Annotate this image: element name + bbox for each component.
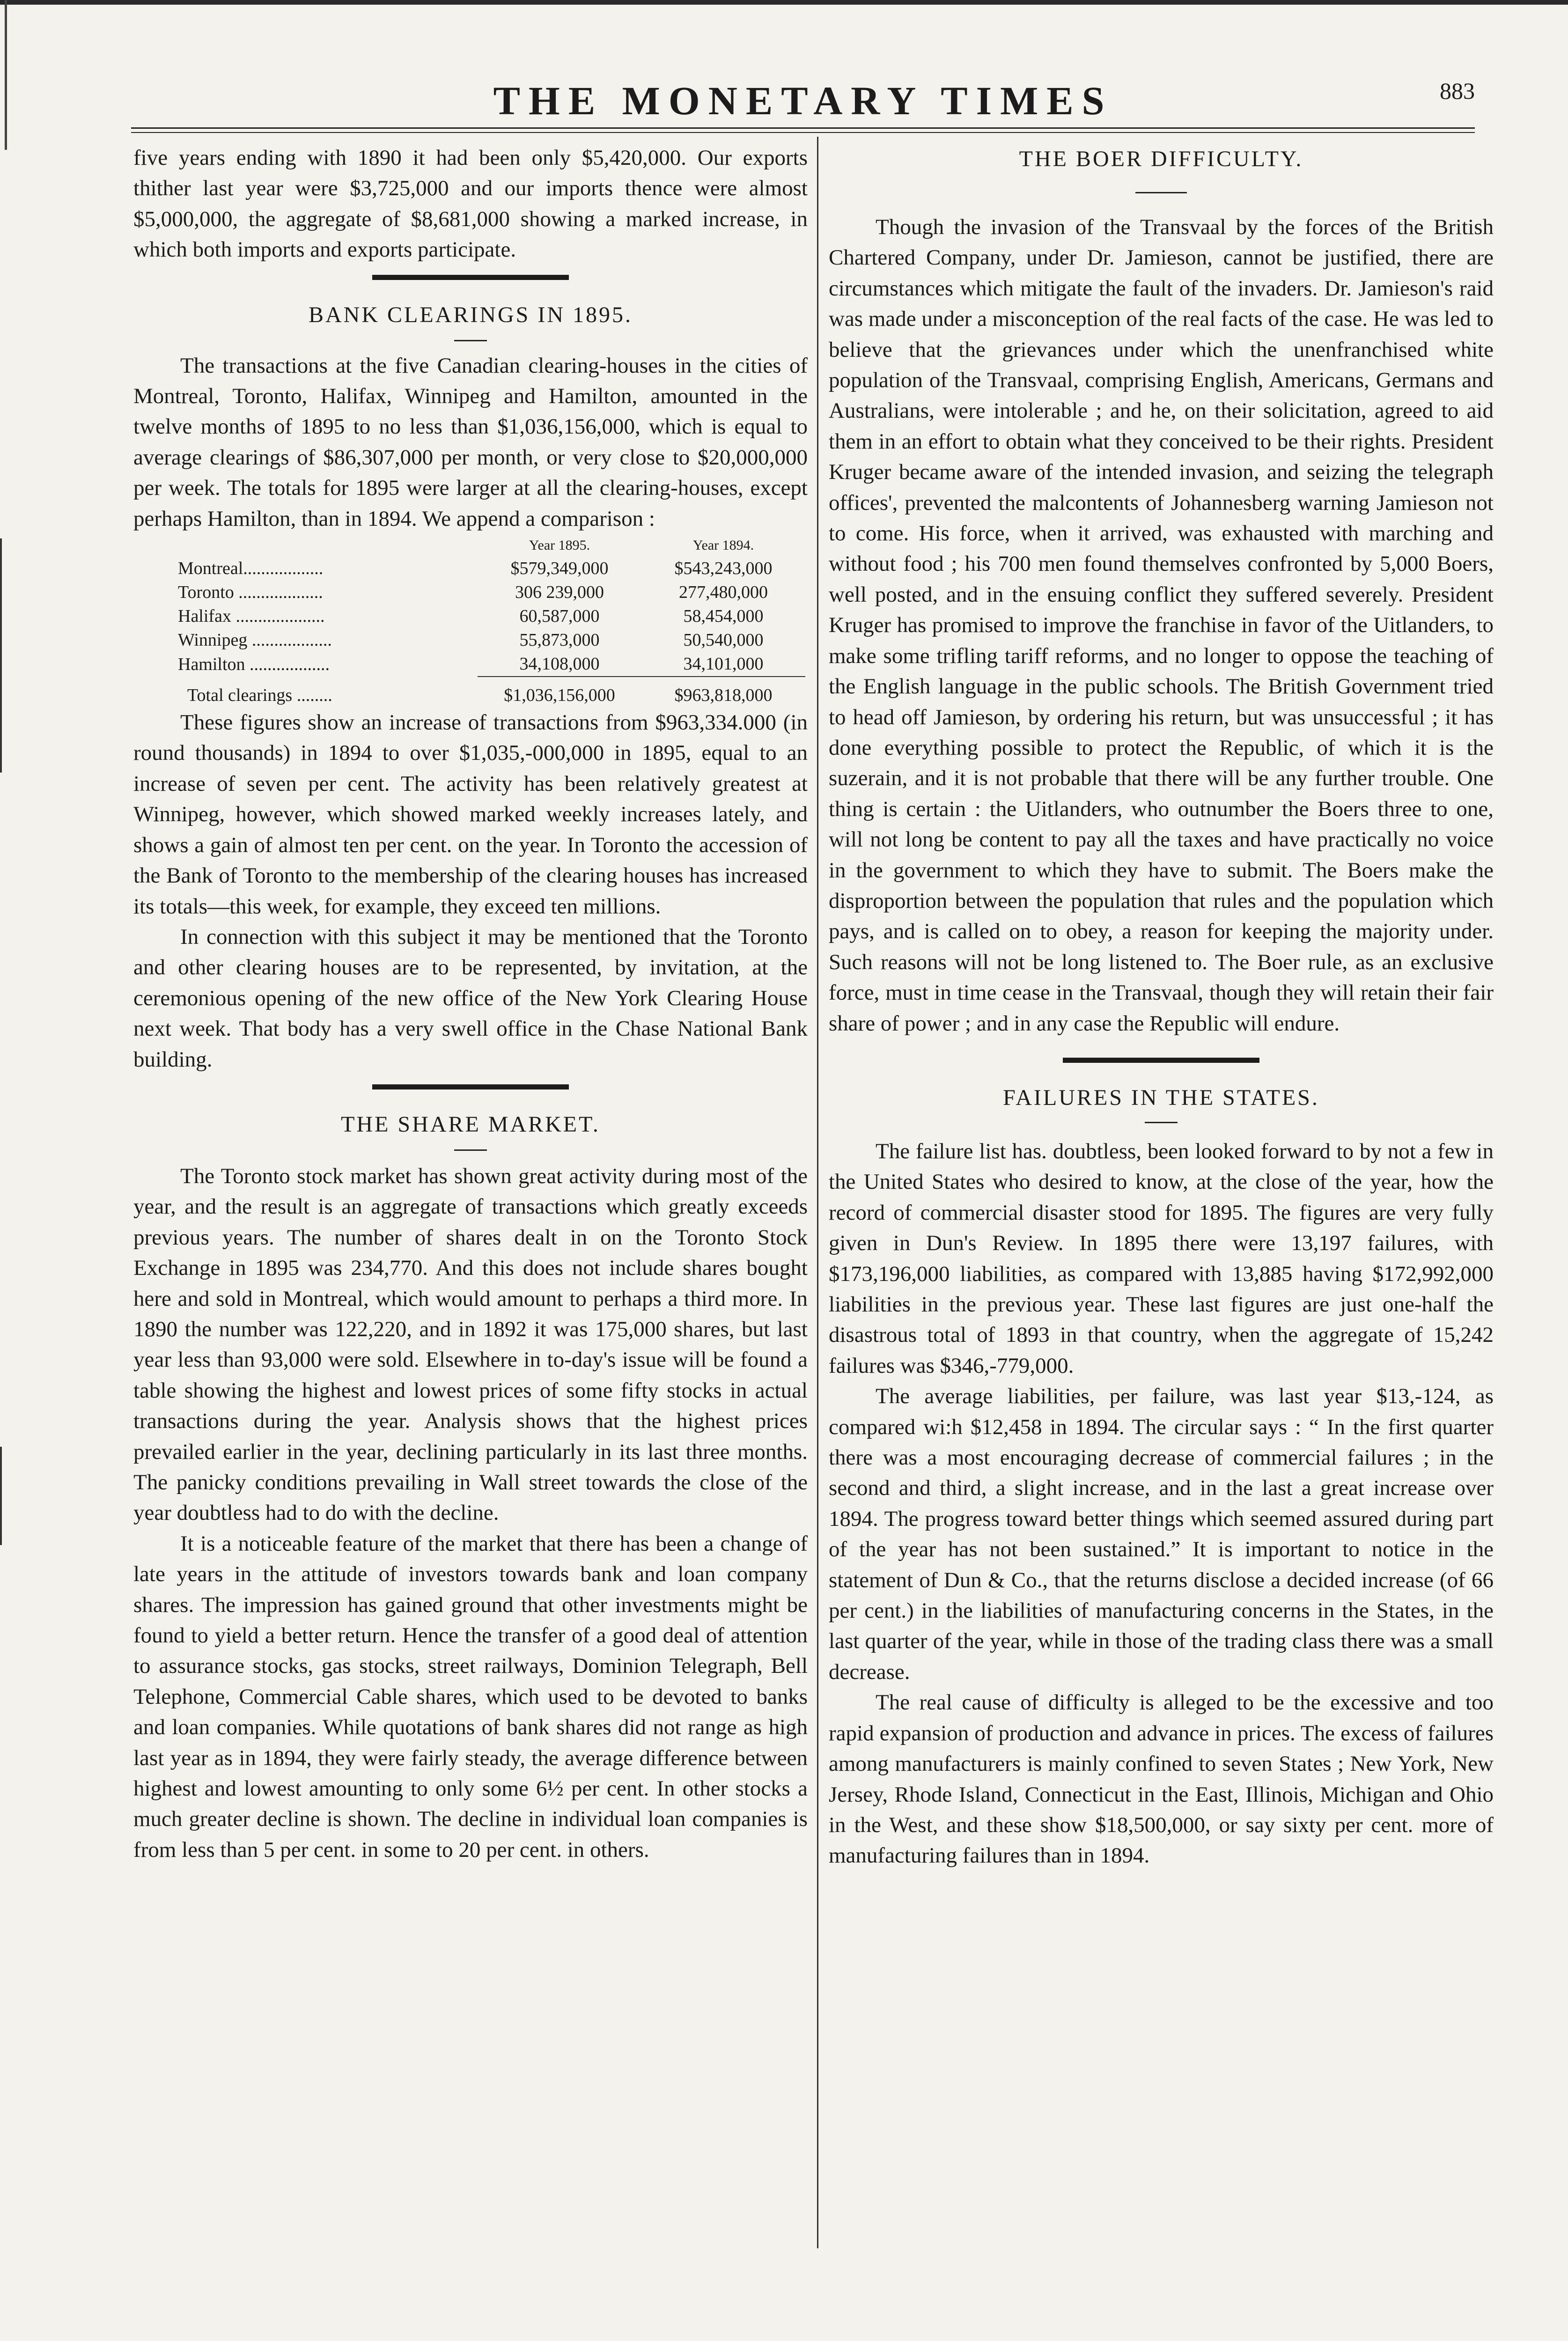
- table-row: [178, 557, 805, 581]
- section-divider: [372, 275, 569, 280]
- city-cell: Hamilton ..................: [178, 654, 330, 674]
- column-divider: [817, 137, 818, 2248]
- table-header-row: [178, 534, 805, 557]
- margin-bracket: [0, 1447, 2, 1545]
- section-divider: [1063, 1058, 1259, 1063]
- bank-clearings-paragraph-1: The transactions at the five Canadian clearing-houses in the cities of Montreal, Toronto, Halifax, Winnipeg and Hamilton, amounted in the twelve months of 1895 to no less than $1,036,156,000, which is equal to average clearings of $86,307,000 per month, or very close to $20,000,000 per week. The totals for 1895 were larger at all the clearing-houses, except perhaps Hamilton, than in 1894. We append a comparison :: [133, 353, 808, 531]
- header-rule-bottom: [131, 132, 1475, 133]
- total-1894-cell: $963,818,000: [674, 685, 773, 706]
- value-1895-cell: 60,587,000: [519, 606, 600, 626]
- intro-paragraph: five years ending with 1890 it had been only $5,420,000. Our exports thither last year were $3,725,000 and our imports thence were almost $5,000,000, the aggregate of $8,681,000 showing a marked increase, in which both imports and exports participate.: [133, 146, 808, 262]
- header-rule-top: [131, 127, 1475, 129]
- value-1895-cell: $579,349,000: [510, 559, 609, 579]
- top-border-rule: [0, 0, 1568, 5]
- bank-clearings-paragraph-3: In connection with this subject it may be mentioned that the Toronto and other clearing houses are to be represented, by invitation, at the ceremonious opening of the new office of the New York Clearing House next week. That body has a very swell office in the Chase National Bank building.: [133, 924, 808, 1072]
- value-1895-cell: 34,108,000: [478, 652, 641, 677]
- value-1894-cell: 50,540,000: [683, 630, 764, 650]
- failures-heading: FAILURES IN THE STATES.: [1003, 1085, 1319, 1110]
- city-cell: Montreal..................: [178, 559, 324, 579]
- table-row: [178, 581, 805, 604]
- left-column: [133, 143, 808, 1865]
- clearings-table: [178, 534, 805, 707]
- section-divider: [372, 1084, 569, 1090]
- boer-difficulty-paragraph: Though the invasion of the Transvaal by the forces of the British Chartered Company, under Dr. Jamieson, cannot be justified, there are circumstances which mitigate the fault of the invaders. Dr. Jamieson's raid was made under a misconception of the real facts of the case. He was led to believe that the grievances under which the unenfranchised white population of the Transvaal, comprising English, Americans, Germans and Australians, were intolerable ; and he, on their solicitation, agreed to aid them in an effort to obtain what they conceived to be their rights. President Kruger became aware of the intended invasion, and seizing the telegraph offices', prevented the malcontents of Johannesberg warning Jamieson not to come. His force, when it arrived, was exhausted with marching and without food ; his 700 men found themselves confronted by 5,000 Boers, well posted, and in the ensuing conflict they suffered severely. President Kruger has promised to improve the franchise in favor of the Uitlanders, to make some trifling tariff reforms, and no longer to oppose the teaching of the English language in the public schools. The British Government tried to head off Jamieson, by ordering his return, but was unsuccessful ; it has done everything possible to protect the Republic, of which it is the suzerain, and it is not probable that there will be any further trouble. One thing is certain : the Uitlanders, who outnumber the Boers three to one, will not long be content to pay all the taxes and have practically no voice in the government to which they have to submit. The Boers make the disproportion between the population that rules and the population which pays, and is called on to obey, a reason for keeping the majority under. Such reasons will not be long listened to. The Boer rule, as an exclusive force, must in time cease in the Transvaal, though they will retain their fair share of power ; and in any case the Republic will endure.: [829, 215, 1494, 1036]
- failures-paragraph-2: The average liabilities, per failure, was last year $13,-124, as compared wi:h $12,458 in 1894. The circular says : “ In the first quarter there was a most encouraging decrease of commercial failures ; in the second and third, a slight increase, and in the last a great increase over 1894. The progress toward better things which seemed assured during part of the year has not been sustained.” It is important to notice in the statement of Dun & Co., that the returns disclose a decided increase (of 66 per cent.) in the liabilities of manufacturing concerns in the States, in the last quarter of the year, while in those of the trading class there was a small decrease.: [829, 1384, 1494, 1684]
- page-edge-mark: [5, 0, 7, 150]
- bank-clearings-paragraph-2: These figures show an increase of transactions from $963,334.000 (in round thousands) in 1894 to over $1,035,-000,000 in 1895, equal to an increase of seven per cent. The activity has been relatively greatest at Winnipeg, however, which showed marked weekly increases lately, and shows a gain of almost ten per cent. on the year. In Toronto the accession of the Bank of Toronto to the membership of the clearing houses has increased its totals—this week, for example, they exceed ten millions.: [133, 710, 808, 919]
- city-cell: Halifax ....................: [178, 606, 325, 626]
- boer-difficulty-heading: THE BOER DIFFICULTY.: [1019, 147, 1303, 171]
- table-row: [178, 604, 805, 628]
- right-column: [829, 143, 1494, 1871]
- column-header-1895: Year 1895.: [529, 537, 590, 553]
- table-row: [178, 628, 805, 652]
- city-cell: Toronto ...................: [178, 582, 323, 603]
- total-label-cell: Total clearings ........: [187, 685, 332, 705]
- total-1895-cell: $1,036,156,000: [504, 685, 615, 706]
- column-header-1894: Year 1894.: [692, 537, 754, 553]
- failures-paragraph-1: The failure list has. doubtless, been looked forward to by not a few in the United States who desired to know, at the close of the year, how the record of commercial disaster stood for 1895. The figures are very fully given in Dun's Review. In 1895 there were 13,197 failures, with $173,196,000 liabilities, as compared with 13,885 having $172,992,000 liabilities in the previous year. These last figures are just one-half the disastrous total of 1893 in that country, when the aggregate of 15,242 failures was $346,-779,000.: [829, 1139, 1494, 1378]
- value-1894-cell: 277,480,000: [679, 582, 768, 603]
- value-1895-cell: 55,873,000: [519, 630, 600, 650]
- share-market-paragraph-2: It is a noticeable feature of the market that there has been a change of late years in the attitude of investors towards bank and loan company shares. The impression has gained ground that other investments might be found to yield a better return. Hence the transfer of a good deal of attention to assurance stocks, gas stocks, street railways, Dominion Telegraph, Bell Telephone, Commercial Cable shares, which used to be devoted to banks and loan companies. While quotations of bank shares did not range as high last year as in 1894, they were fairly steady, the average difference between highest and lowest amounting to only some 6½ per cent. In other stocks a much greater decline is shown. The decline in individual loan companies is from less than 5 per cent. in some to 20 per cent. in others.: [133, 1531, 808, 1862]
- margin-bracket: [0, 538, 2, 773]
- value-1894-cell: $543,243,000: [674, 559, 773, 579]
- share-market-paragraph-1: The Toronto stock market has shown great activity during most of the year, and the result is an aggregate of transactions which greatly exceeds previous years. The number of shares dealt in on the Toronto Stock Exchange in 1895 was 234,770. And this does not include shares bought here and sold in Montreal, which would amount to perhaps a third more. In 1890 the number was 122,220, and in 1892 it was 175,000 shares, but last year less than 93,000 were sold. Elsewhere in to-day's issue will be found a table showing the highest and lowest prices of some fifty stocks in actual transactions during the year. Analysis shows that the highest prices prevailed earlier in the year, declining particularly in its last three months. The panicky conditions prevailing in Wall street towards the close of the year doubtless had to do with the decline.: [133, 1163, 808, 1525]
- table-row: [178, 652, 805, 677]
- failures-paragraph-3: The real cause of difficulty is alleged to be the excessive and too rapid expansion of production and advance in prices. The excess of failures among manufacturers is mainly confined to seven States ; New York, New Jersey, Rhode Island, Connecticut in the East, Illinois, Michigan and Ohio in the West, and these show $18,500,000, or say sixty per cent. more of manufacturing failures than in 1894.: [829, 1690, 1494, 1868]
- city-cell: Winnipeg ..................: [178, 630, 332, 650]
- page-number: 883: [1440, 78, 1475, 104]
- bank-clearings-heading: BANK CLEARINGS IN 1895.: [309, 302, 633, 327]
- masthead-title: THE MONETARY TIMES: [493, 78, 1113, 123]
- share-market-heading: THE SHARE MARKET.: [341, 1112, 600, 1137]
- value-1894-cell: 58,454,000: [683, 606, 764, 626]
- value-1895-cell: 306 239,000: [515, 582, 604, 603]
- page-header: [131, 77, 1475, 133]
- value-1894-cell: 34,101,000: [641, 652, 805, 677]
- table-total-row: [178, 677, 805, 707]
